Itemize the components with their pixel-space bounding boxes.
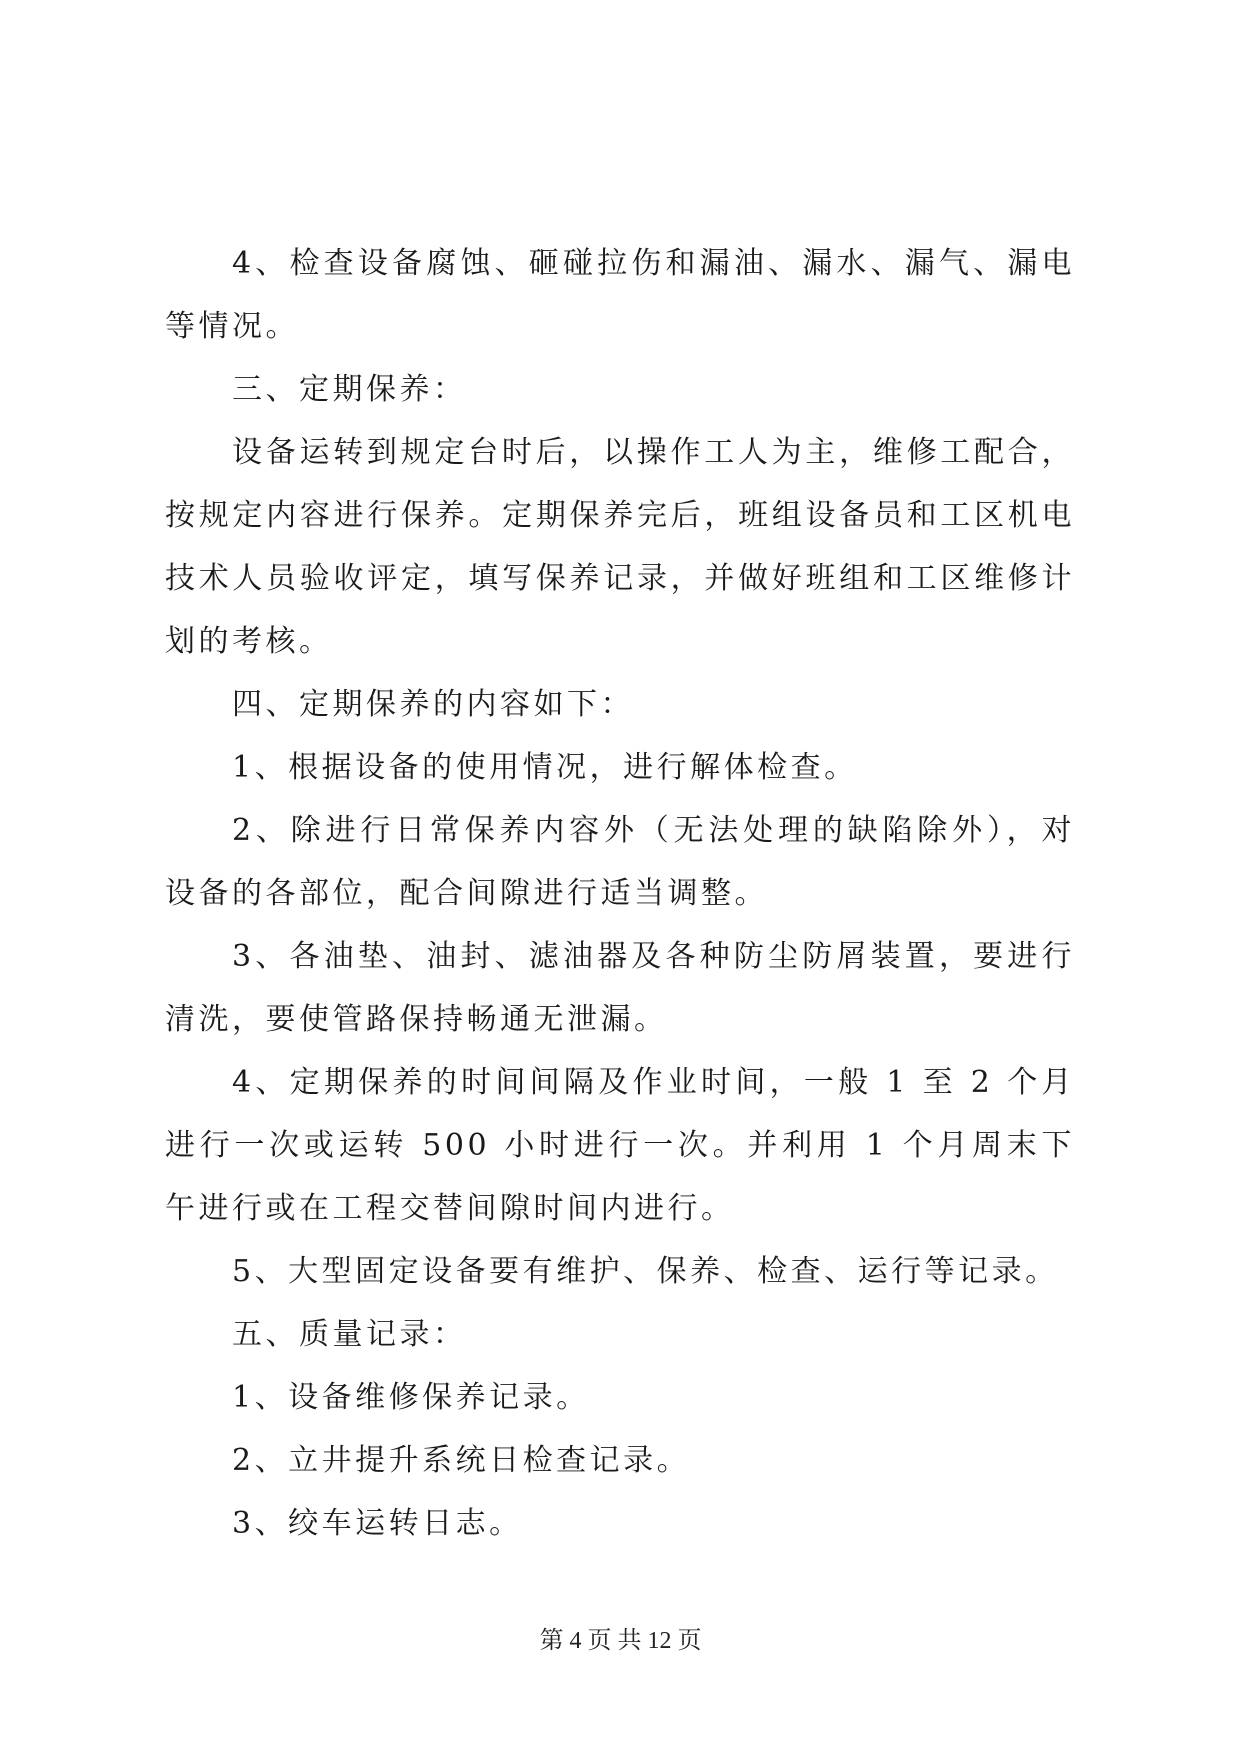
paragraph-item-4: 4、定期保养的时间间隔及作业时间，一般 1 至 2 个月进行一次或运转 500 小时进行一次。并利用 1 个月周末下午进行或在工程交替间隙时间内进行。 <box>165 1065 1075 1226</box>
paragraph-item-1: 1、根据设备的使用情况，进行解体检查。 <box>232 750 858 785</box>
paragraph-item-4-inspection: 4、检查设备腐蚀、砸碰拉伤和漏油、漏水、漏气、漏电等情况。 <box>165 246 1075 344</box>
paragraph-maintenance-procedure: 设备运转到规定台时后，以操作工人为主，维修工配合，按规定内容进行保养。定期保养完后，班组设备员和工区机电技术人员验收评定，填写保养记录，并做好班组和工区维修计划的考核。 <box>165 435 1075 659</box>
section-heading-periodic-maintenance: 三、定期保养： <box>232 372 467 407</box>
paragraph-record-2: 2、立井提升系统日检查记录。 <box>232 1443 691 1478</box>
paragraph-item-3: 3、各油垫、油封、滤油器及各种防尘防屑装置，要进行清洗，要使管路保持畅通无泄漏。 <box>165 939 1075 1037</box>
section-heading-quality-records: 五、质量记录： <box>232 1317 467 1352</box>
page-footer: 第 4 页 共 12 页 <box>539 1628 702 1654</box>
paragraph-item-2: 2、除进行日常保养内容外（无法处理的缺陷除外），对设备的各部位，配合间隙进行适当调整。 <box>165 813 1075 911</box>
document-body <box>165 232 1075 1555</box>
section-heading-maintenance-content: 四、定期保养的内容如下： <box>232 687 634 722</box>
paragraph-record-1: 1、设备维修保养记录。 <box>232 1380 590 1415</box>
paragraph-record-3: 3、绞车运转日志。 <box>232 1506 523 1541</box>
paragraph-item-5: 5、大型固定设备要有维护、保养、检查、运行等记录。 <box>232 1254 1059 1289</box>
